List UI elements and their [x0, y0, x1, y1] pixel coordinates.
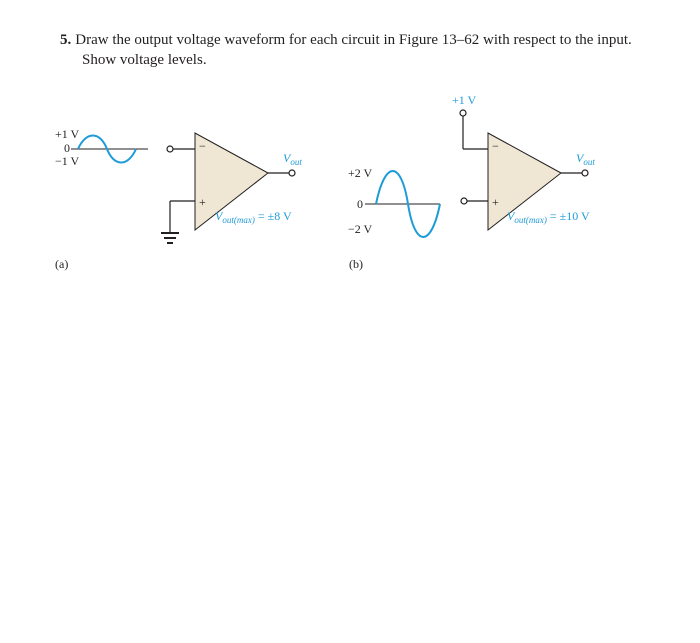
b-input-pos-label: +2 V [348, 166, 373, 180]
b-minus-sign: − [492, 139, 499, 153]
a-minus-sign: − [199, 139, 206, 153]
problem-number: 5. [60, 32, 72, 48]
problem-text-line2: Show voltage levels. [82, 52, 207, 68]
ground-icon [161, 233, 179, 243]
circuit-a [55, 127, 302, 271]
a-plus-sign: + [199, 195, 206, 209]
a-input-zero-label: 0 [64, 141, 70, 155]
a-vout-max-label: $V_{out(max)} = \pm 8$ V [215, 209, 292, 225]
b-output-terminal [582, 170, 588, 176]
b-vout-max-label: $V_{out(max)} = \pm 10$ V [507, 209, 590, 225]
b-noninverting-input-terminal [461, 198, 467, 204]
a-input-neg-label: −1 V [55, 154, 80, 168]
b-plus-sign: + [492, 195, 499, 209]
problem-text-line1: Draw the output voltage waveform for each circuit in Figure 13–62 with respect to the input. [75, 32, 632, 48]
b-vout-label: $V_{out}$ [576, 151, 595, 167]
b-reference-voltage-label: +1 V [452, 93, 477, 107]
circuit-b [348, 93, 595, 271]
a-input-pos-label: +1 V [55, 127, 80, 141]
b-input-neg-label: −2 V [348, 222, 373, 236]
b-reference-terminal [460, 110, 466, 116]
a-vout-label: $V_{out}$ [283, 151, 302, 167]
b-figure-label: (b) [349, 257, 363, 271]
b-input-zero-label: 0 [357, 197, 363, 211]
a-output-terminal [289, 170, 295, 176]
a-inverting-input-terminal [167, 146, 173, 152]
a-figure-label: (a) [55, 257, 69, 271]
